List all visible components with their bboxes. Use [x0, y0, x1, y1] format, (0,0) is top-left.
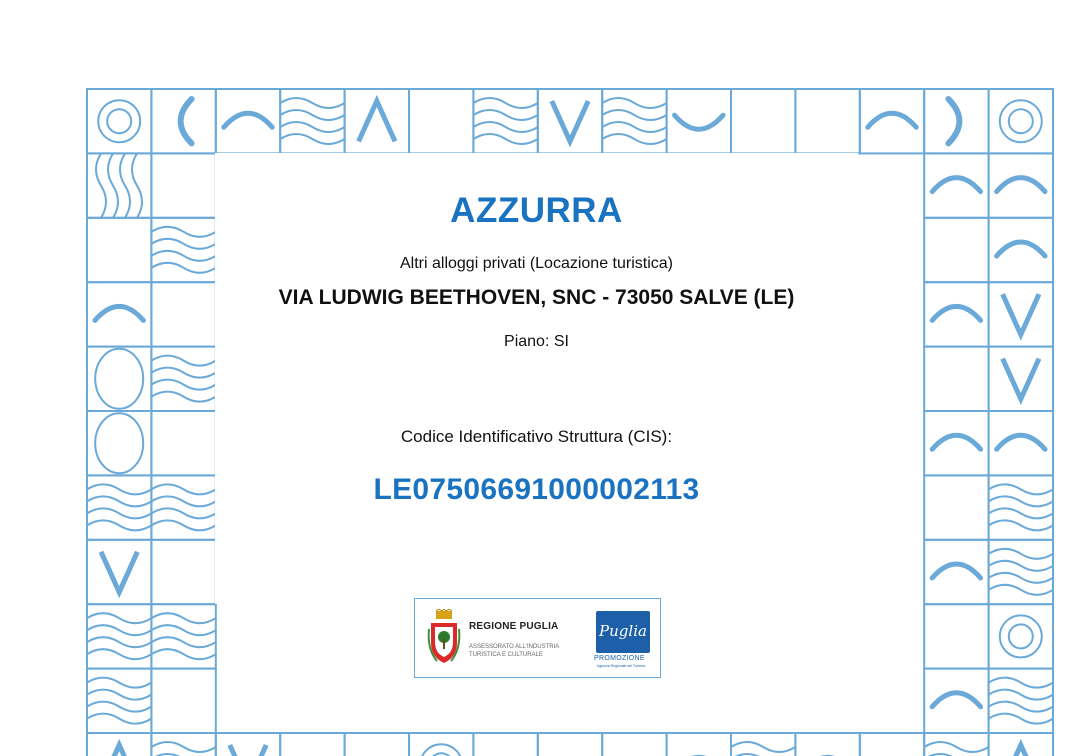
promozione-label: PROMOZIONE: [594, 655, 645, 662]
puglia-promozione-logo: Puglia: [596, 611, 650, 653]
promozione-subtitle: Agenzia Regionale del Turismo: [597, 664, 646, 668]
info-panel: [215, 153, 858, 604]
regione-puglia-title: REGIONE PUGLIA: [469, 621, 559, 632]
cis-code: LE07506691000002113: [373, 473, 700, 506]
structure-address: VIA LUDWIG BEETHOVEN, SNC - 73050 SALVE (LE): [278, 286, 795, 309]
regione-puglia-subtitle: ASSESSORATO ALL'INDUSTRIA TURISTICA E CULTURALE: [469, 644, 559, 658]
structure-name: AZZURRA: [450, 191, 623, 230]
structure-floor: Piano: SI: [504, 333, 569, 350]
sponsor-logos: [414, 598, 661, 678]
regione-puglia-emblem-icon: [427, 609, 461, 667]
structure-category: Altri alloggi privati (Locazione turistica): [400, 255, 673, 272]
cis-label: Codice Identificativo Struttura (CIS):: [400, 427, 673, 446]
